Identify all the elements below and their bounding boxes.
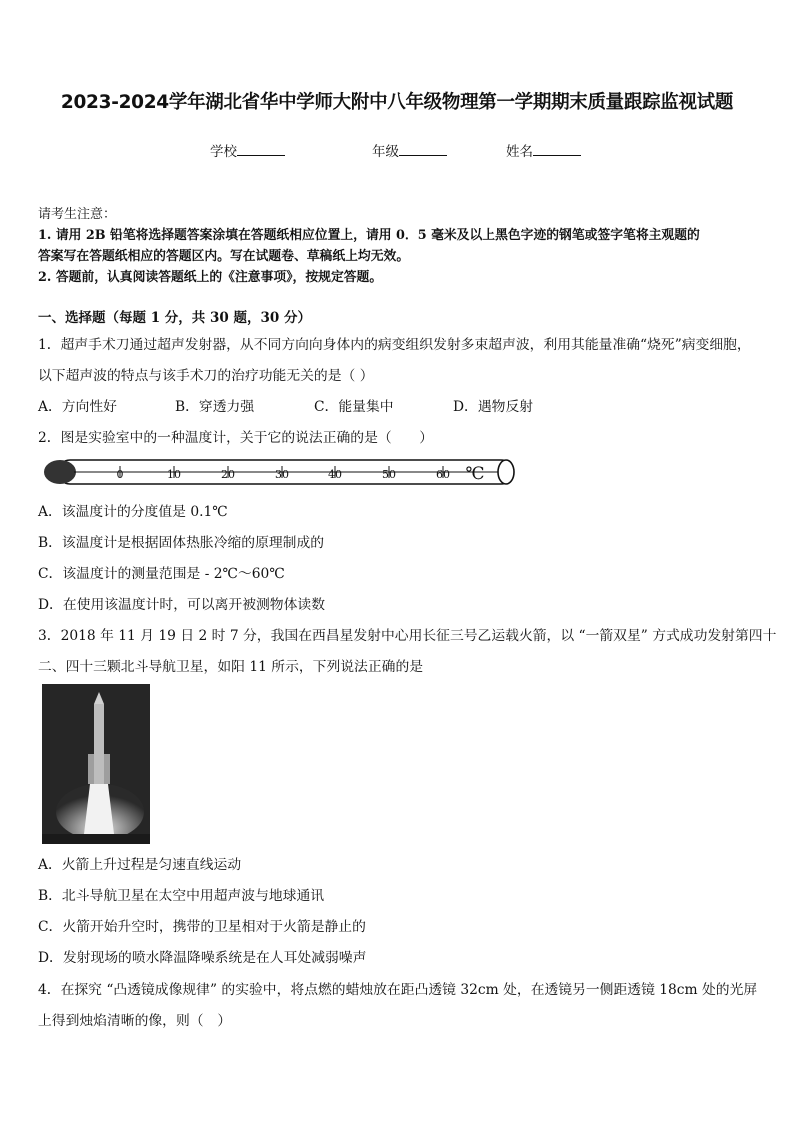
- q4-stem-line-2: 上得到烛焰清晰的像，则（ ）: [38, 1013, 232, 1029]
- q3-stem-line-2: 二、四十三颗北斗导航卫星，如阳 11 所示，下列说法正确的是: [38, 659, 424, 675]
- name-label: 姓名: [506, 144, 533, 160]
- section-heading: 一、选择题（每题 1 分，共 30 题，30 分）: [38, 310, 311, 326]
- tick-label-30: 30: [275, 468, 289, 481]
- q1-stem-line-1: 1．超声手术刀通过超声发射器，从不同方向向身体内的病变组织发射多束超声波，利用其能量准确“烧死”病变细胞，: [38, 337, 751, 353]
- notice-line-1a: 1. 请用 2B 铅笔将选择题答案涂填在答题纸相应位置上，请用 0．5 毫米及以上黑色字迹的钢笔或签字笔将主观题的: [38, 228, 700, 243]
- thermometer-cap: [498, 460, 514, 484]
- tick-label-60: 60: [436, 468, 450, 481]
- q2-option-c[interactable]: C．该温度计的测量范围是 - 2℃～60℃: [38, 566, 285, 582]
- q1-option-d[interactable]: D．遇物反射: [453, 399, 534, 415]
- school-field[interactable]: [210, 140, 285, 160]
- q2-stem: 2．图是实验室中的一种温度计，关于它的说法正确的是（ ）: [38, 430, 434, 446]
- name-field[interactable]: [506, 140, 581, 160]
- tick-label-20: 20: [221, 468, 235, 481]
- q3-stem-line-1: 3．2018 年 11 月 19 日 2 时 7 分，我国在西昌星发射中心用长征三号乙运载火箭，以 “一箭双星” 方式成功发射第四十: [38, 628, 777, 644]
- thermometer-figure: [38, 452, 522, 492]
- q1-option-b[interactable]: B．穿透力强: [175, 399, 255, 415]
- thermometer-bulb: [44, 460, 76, 484]
- page-title: 2023-2024学年湖北省华中学师大附中八年级物理第一学期期末质量跟踪监视试题: [60, 92, 734, 113]
- school-blank[interactable]: [237, 143, 285, 156]
- tick-label-40: 40: [328, 468, 342, 481]
- grade-field[interactable]: [372, 140, 447, 160]
- q1-option-a[interactable]: A．方向性好: [38, 399, 117, 415]
- q3-option-c[interactable]: C．火箭开始升空时，携带的卫星相对于火箭是静止的: [38, 919, 366, 935]
- grade-label: 年级: [372, 144, 399, 160]
- tick-label-0: 0: [116, 468, 124, 481]
- q2-option-a[interactable]: A．该温度计的分度值是 0.1℃: [38, 504, 228, 520]
- q3-option-b[interactable]: B．北斗导航卫星在太空中用超声波与地球通讯: [38, 888, 325, 904]
- q3-option-a[interactable]: A．火箭上升过程是匀速直线运动: [38, 857, 242, 873]
- name-blank[interactable]: [533, 143, 581, 156]
- tick-label-10: 10: [167, 468, 181, 481]
- tick-label-50: 50: [382, 468, 396, 481]
- school-label: 学校: [210, 144, 237, 160]
- q1-stem-line-2: 以下超声波的特点与该手术刀的治疗功能无关的是（ ）: [38, 368, 374, 384]
- notice-line-1b: 答案写在答题纸相应的答题区内。写在试题卷、草稿纸上均无效。: [38, 249, 410, 264]
- q2-option-b[interactable]: B．该温度计是根据固体热胀冷缩的原理制成的: [38, 535, 325, 551]
- rocket-launch-photo: [42, 684, 150, 844]
- q1-option-c[interactable]: C．能量集中: [314, 399, 394, 415]
- grade-blank[interactable]: [399, 143, 447, 156]
- unit-label: ℃: [465, 464, 485, 484]
- q3-option-d[interactable]: D．发射现场的喷水降温降噪系统是在人耳处减弱噪声: [38, 950, 367, 966]
- q2-option-d[interactable]: D．在使用该温度计时，可以离开被测物体读数: [38, 597, 325, 613]
- notice-line-2: 2. 答题前，认真阅读答题纸上的《注意事项》，按规定答题。: [38, 270, 383, 285]
- notice-heading: 请考生注意：: [38, 207, 117, 222]
- q4-stem-line-1: 4．在探究 “凸透镜成像规律” 的实验中，将点燃的蜡烛放在距凸透镜 32cm 处，在透镜另一侧距透镜 18cm 处的光屏: [38, 982, 758, 998]
